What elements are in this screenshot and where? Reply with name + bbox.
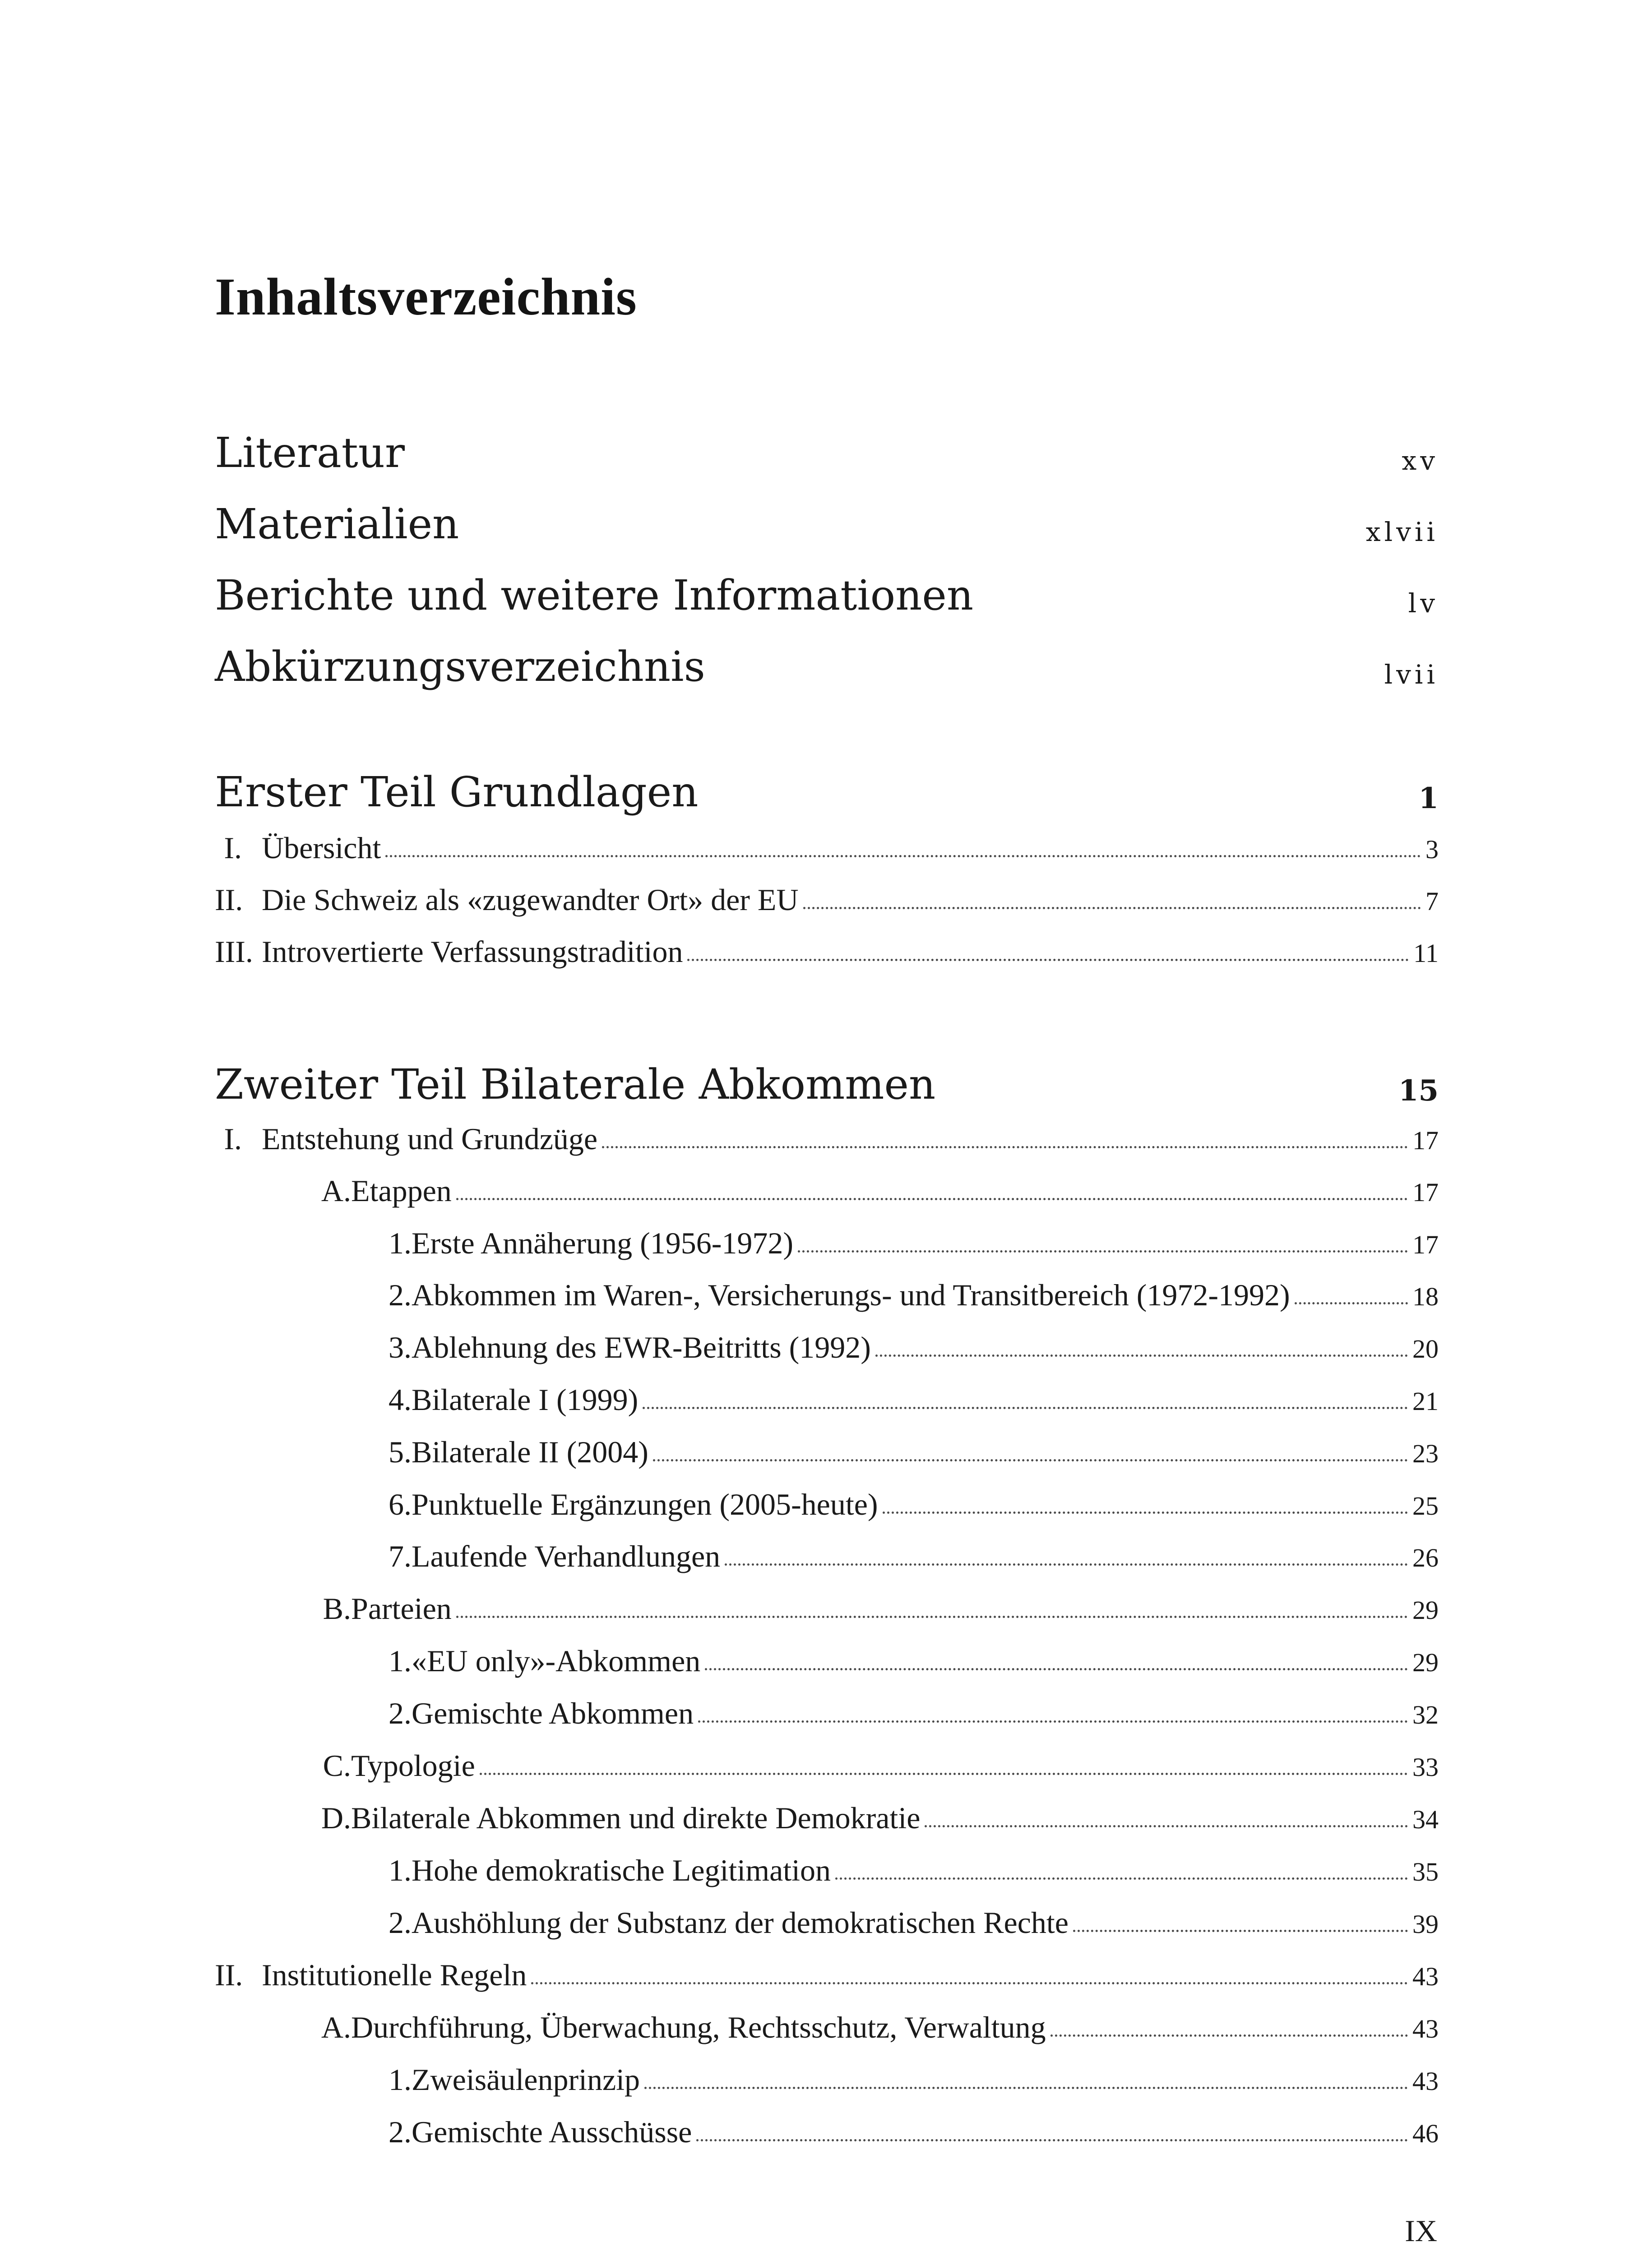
page-title: Inhaltsverzeichnis [215,267,637,326]
toc-entry[interactable] [358,1434,1439,1475]
dot-leader [480,1770,1408,1775]
dot-leader [653,1456,1408,1461]
toc-frontmatter-materialien[interactable] [215,491,1439,548]
toc-entry-text: Punktuelle Ergänzungen (2005-heute) [412,1487,878,1521]
dot-leader [643,1404,1408,1409]
toc-entry-text: Bilaterale Abkommen und direkte Demokratie [351,1801,921,1835]
dot-leader [696,2136,1408,2141]
toc-entry-number: A. [321,2010,351,2044]
toc-entry-number: 1. [389,1853,412,1887]
dot-leader [725,1561,1408,1566]
toc-page-number: 33 [1412,1752,1439,1782]
toc-entry-number: 6. [389,1487,412,1521]
toc-label: Berichte und weitere Informationen [215,571,974,619]
toc-entry-number: 2. [389,2115,412,2149]
toc-entry-text: Entstehung und Grundzüge [262,1122,598,1156]
toc-page-number: 43 [1412,2066,1439,2096]
toc-entry-text: Typologie [351,1748,475,1783]
toc-entry-text: Institutionelle Regeln [262,1958,527,1992]
dot-leader [644,2084,1408,2089]
toc-page-number: xlvii [1365,517,1439,547]
toc-entry[interactable] [358,1277,1439,1318]
toc-page-number: 1 [1418,781,1439,815]
toc-entry[interactable] [358,1643,1439,1684]
dot-leader [456,1195,1408,1200]
dot-leader [1295,1299,1408,1304]
toc-part-label: Zweiter Teil Bilaterale Abkommen [215,1060,936,1109]
toc-part-label: Erster Teil Grundlagen [215,768,699,816]
toc-entry-number: I. [224,1122,242,1156]
toc-page-number: 3 [1425,835,1439,864]
toc-entry[interactable] [292,1748,1439,1789]
toc-entry-text: Hohe demokratische Legitimation [412,1853,831,1887]
toc-page-number: 39 [1412,1909,1439,1939]
toc-entry-number: III. [215,934,253,969]
toc-entry[interactable] [215,1957,1439,1998]
dot-leader [925,1822,1408,1827]
page-number-footer: IX [1405,2214,1437,2248]
toc-page-number: 43 [1412,2014,1439,2043]
toc-label: Literatur [215,429,405,477]
toc-entry-number: 1. [389,1226,412,1260]
toc-entry-number: C. [323,1748,351,1783]
toc-page-number: lv [1408,588,1439,619]
toc-entry-text: Parteien [351,1591,452,1626]
toc-entry[interactable] [358,1225,1439,1266]
toc-page-number: 29 [1412,1595,1439,1625]
toc-entry-number: 5. [389,1435,412,1469]
dot-leader [698,1718,1408,1723]
toc-frontmatter-abkuerzungen[interactable] [215,633,1439,691]
toc-entry-text: Gemischte Ausschüsse [412,2115,692,2149]
toc-page-number: 17 [1412,1230,1439,1259]
toc-label: Materialien [215,500,459,548]
toc-entry-number: 4. [389,1382,412,1417]
toc-entry-number: 1. [389,2062,412,2097]
toc-page-number: 18 [1412,1282,1439,1311]
toc-part-heading[interactable] [215,759,1439,816]
toc-entry-number: 2. [389,1905,412,1940]
dot-leader [798,1248,1408,1253]
toc-entry[interactable] [215,1121,1439,1162]
toc-page-number: lvii [1384,659,1439,690]
toc-entry[interactable] [292,2010,1439,2050]
toc-entry-number: 1. [389,1644,412,1678]
toc-entry-text: Die Schweiz als «zugewandter Ort» der EU [262,883,799,917]
toc-page-number: 34 [1412,1805,1439,1834]
dot-leader [883,1509,1408,1514]
toc-entry-text: Laufende Verhandlungen [412,1539,721,1573]
toc-page-number: 32 [1412,1700,1439,1729]
toc-entry-text: Etappen [351,1174,452,1208]
toc-frontmatter-berichte[interactable] [215,562,1439,619]
toc-page-number: 15 [1398,1074,1439,1108]
toc-page-number: 29 [1412,1648,1439,1677]
toc-entry-text: Bilaterale II (2004) [412,1435,648,1469]
toc-page-number: 21 [1412,1387,1439,1416]
toc-page-number: 35 [1412,1857,1439,1886]
toc-entry[interactable] [358,1696,1439,1736]
toc-page-number: 7 [1425,887,1439,916]
toc-entry[interactable] [358,1330,1439,1370]
dot-leader [875,1352,1408,1357]
toc-entry-text: Durchführung, Überwachung, Rechtsschutz, Verwaltung [351,2010,1046,2044]
dot-leader [456,1613,1408,1618]
toc-entry[interactable] [358,2062,1439,2103]
toc-entry-number: 3. [389,1330,412,1364]
toc-entry[interactable] [358,1382,1439,1423]
toc-entry-text: Ablehnung des EWR-Beitritts (1992) [412,1330,871,1364]
toc-part-heading[interactable] [215,1051,1439,1109]
dot-leader [602,1143,1408,1148]
toc-entry-number: 2. [389,1696,412,1730]
toc-entry[interactable] [358,2114,1439,2155]
toc-entry-number: II. [215,883,243,917]
toc-entry[interactable] [292,1591,1439,1632]
toc-page-number: 26 [1412,1543,1439,1572]
toc-page-number: 43 [1412,1962,1439,1991]
toc-entry[interactable] [292,1800,1439,1841]
toc-entry[interactable] [215,934,1439,975]
toc-entry-number: II. [215,1958,243,1992]
toc-entry-number: D. [321,1801,351,1835]
toc-entry[interactable] [358,1905,1439,1946]
dot-leader [835,1875,1408,1880]
toc-entry-number: 7. [389,1539,412,1573]
toc-page-number: 25 [1412,1491,1439,1521]
toc-page-number: 17 [1412,1126,1439,1155]
toc-entry-text: Übersicht [262,831,381,865]
toc-entry[interactable] [215,830,1439,871]
toc-page-number: 46 [1412,2119,1439,2148]
toc-entry-text: Abkommen im Waren-, Versicherungs- und Transitbereich (1972-1992) [412,1278,1290,1312]
toc-entry-number: A. [321,1174,351,1208]
toc-entry-number: B. [323,1591,351,1626]
toc-entry-text: Gemischte Abkommen [412,1696,694,1730]
toc-entry[interactable] [215,882,1439,923]
toc-page-number: 20 [1412,1334,1439,1364]
toc-entry-text: Erste Annäherung (1956-1972) [412,1226,794,1260]
dot-leader [385,852,1421,857]
toc-entry-text: Introvertierte Verfassungstradition [262,934,683,969]
toc-frontmatter-literatur[interactable] [215,420,1439,477]
toc-entry-text: Aushöhlung der Substanz der demokratischen Rechte [412,1905,1069,1940]
dot-leader [531,1979,1408,1984]
toc-page-number: 17 [1412,1178,1439,1207]
toc-entry[interactable] [358,1487,1439,1527]
toc-entry[interactable] [292,1173,1439,1214]
toc-entry-text: Zweisäulenprinzip [412,2062,640,2097]
toc-page-number: 23 [1412,1439,1439,1468]
dot-leader [687,956,1409,961]
toc-label: Abkürzungsverzeichnis [215,643,705,691]
toc-entry[interactable] [358,1539,1439,1579]
dot-leader [1050,2032,1408,2037]
toc-entry-text: Bilaterale I (1999) [412,1382,639,1417]
dot-leader [1073,1927,1408,1932]
toc-entry-text: «EU only»-Abkommen [412,1644,701,1678]
toc-entry-number: 2. [389,1278,412,1312]
dot-leader [705,1665,1408,1670]
dot-leader [803,904,1421,909]
toc-entry[interactable] [358,1853,1439,1893]
toc-page-number: 11 [1413,938,1439,968]
toc-page-number: xv [1402,445,1439,476]
toc-entry-number: I. [224,831,242,865]
